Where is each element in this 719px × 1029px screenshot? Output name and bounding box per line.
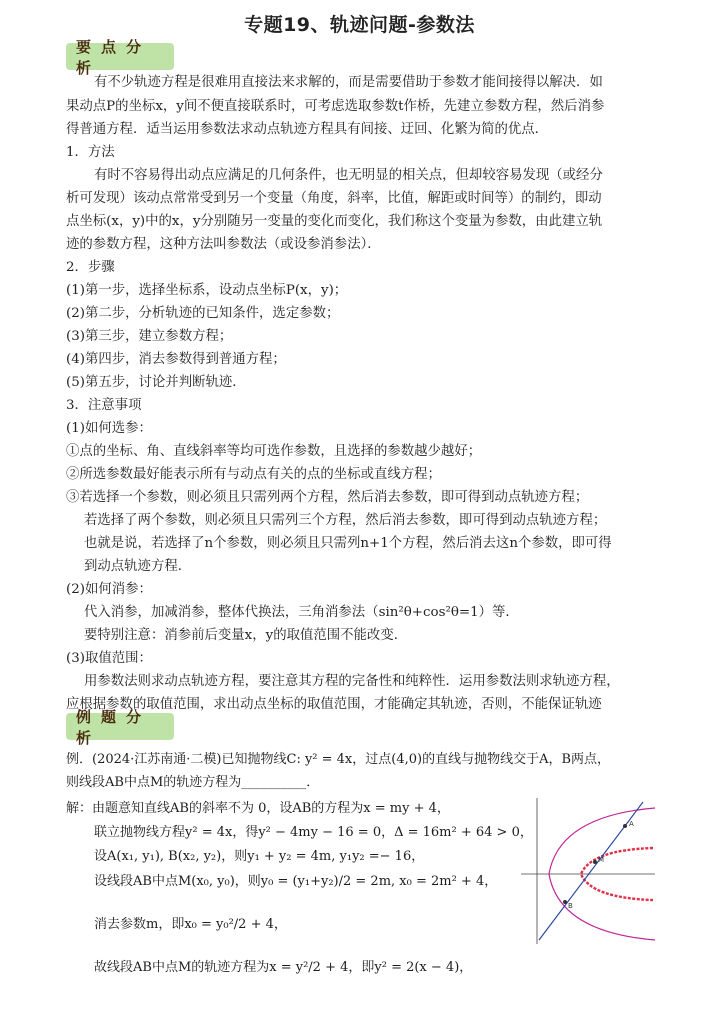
label-m: M — [598, 856, 605, 864]
section-heading: 1．方法 — [66, 145, 115, 160]
note-item: ①点的坐标、角、直线斜率等均可选作参数，且选择的参数越少越好； — [66, 444, 482, 459]
solution-line: 设线段AB中点M(x₀, y₀)，则y₀ = (y₁+y₂)/2 = 2m, x₀ = 2m² + 4， — [94, 874, 498, 889]
label-a: A — [629, 820, 634, 828]
note-item: ③若选择一个参数，则必须且只需列两个方程，然后消去参数，即可得到动点轨迹方程； — [66, 490, 589, 505]
method-line: 析可发现）该动点常常受到另一个变量（角度，斜率，比值，解距或时间等）的制约，即动 — [66, 191, 602, 206]
step-item: (5)第五步，讨论并判断轨迹． — [66, 375, 246, 390]
note-item: 代入消参，加减消参，整体代换法，三角消参法（sin²θ+cos²θ=1）等． — [84, 605, 519, 620]
solution-line: 联立抛物线方程y² = 4x，得y² − 4my − 16 = 0，Δ = 16m² + 64 > 0， — [94, 825, 533, 840]
method-line: 有时不容易得出动点应满足的几何条件，也无明显的相关点，但却较容易发现（或经分 — [94, 168, 603, 183]
step-item: (1)第一步，选择坐标系，设动点坐标P(x，y)； — [66, 283, 348, 298]
step-item: (3)第三步，建立参数方程； — [66, 329, 233, 344]
point-a — [623, 824, 627, 828]
intro-line: 得普通方程．适当运用参数法求动点轨迹方程具有间接、迂回、化繁为简的优点． — [66, 122, 549, 137]
point-m — [593, 860, 597, 864]
note-item: 用参数法则求动点轨迹方程，要注意其方程的完备性和纯粹性．运用参数法则求轨迹方程， — [84, 674, 620, 689]
note-item: 要特别注意：消参前后变量x，y的取值范围不能改变． — [84, 628, 408, 643]
label-b: B — [568, 902, 573, 910]
page-title: 专题19、轨迹问题-参数法 — [244, 14, 475, 36]
solution-line: 故线段AB中点M的轨迹方程为x = y²/2 + 4，即y² = 2(x − 4)， — [94, 960, 473, 975]
section-heading: 2．步骤 — [66, 260, 115, 275]
axes — [521, 798, 655, 944]
note-heading: (3)取值范围： — [66, 651, 152, 666]
point-b — [563, 900, 567, 904]
note-item: 若选择了两个参数，则必须且只需列三个方程，然后消去参数，即可得到动点轨迹方程； — [84, 513, 607, 528]
section-heading: 3．注意事项 — [66, 398, 142, 413]
solution-line: 消去参数m，即x₀ = y₀²/2 + 4， — [94, 917, 287, 932]
note-item: 也就是说，若选择了n个参数，则必须且只需列n+1个方程，然后消去这n个参数，即可得 — [84, 536, 612, 551]
note-heading: (1)如何选参： — [66, 421, 152, 436]
solution-line: 设A(x₁, y₁), B(x₂, y₂)，则y₁ + y₂ = 4m, y₁y₂ =− 16， — [94, 849, 425, 864]
note-heading: (2)如何消参： — [66, 582, 152, 597]
intro-line: 有不少轨迹方程是很难用直接法来求解的，而是需要借助于参数才能间接得以解决．如 — [94, 75, 603, 90]
section-badge-examples: 例题分析 — [66, 713, 174, 740]
method-line: 点坐标(x，y)中的x，y分别随另一变量的变化而变化，我们称这个变量为参数，由此建立轨 — [66, 214, 603, 229]
method-line: 迹的参数方程，这种方法叫参数法（或设参消参法）． — [66, 237, 381, 252]
step-item: (2)第二步，分析轨迹的已知条件，选定参数； — [66, 306, 340, 321]
note-item: 到动点轨迹方程． — [84, 559, 192, 574]
solution-line: 解：由题意知直线AB的斜率不为 0，设AB的方程为x = my + 4， — [66, 801, 450, 816]
note-item: ②所选参数最好能表示所有与动点有关的点的坐标或直线方程； — [66, 467, 441, 482]
locus-figure — [519, 796, 657, 946]
section-badge-key-points: 要点分析 — [66, 43, 174, 70]
note-item: 应根据参数的取值范围，求出动点坐标的取值范围，才能确定其轨迹，否则，不能保证轨迹 — [66, 697, 602, 712]
intro-line: 果动点P的坐标x，y间不便直接联系时，可考虑选取参数t作桥，先建立参数方程，然后消参 — [66, 99, 605, 114]
step-item: (4)第四步，消去参数得到普通方程； — [66, 352, 286, 367]
example-question: 例．(2024·江苏南通·二模)已知抛物线C: y² = 4x，过点(4,0)的直线与抛物线交于A，B两点， — [66, 752, 611, 767]
example-question: 则线段AB中点M的轨迹方程为__________． — [66, 775, 320, 790]
